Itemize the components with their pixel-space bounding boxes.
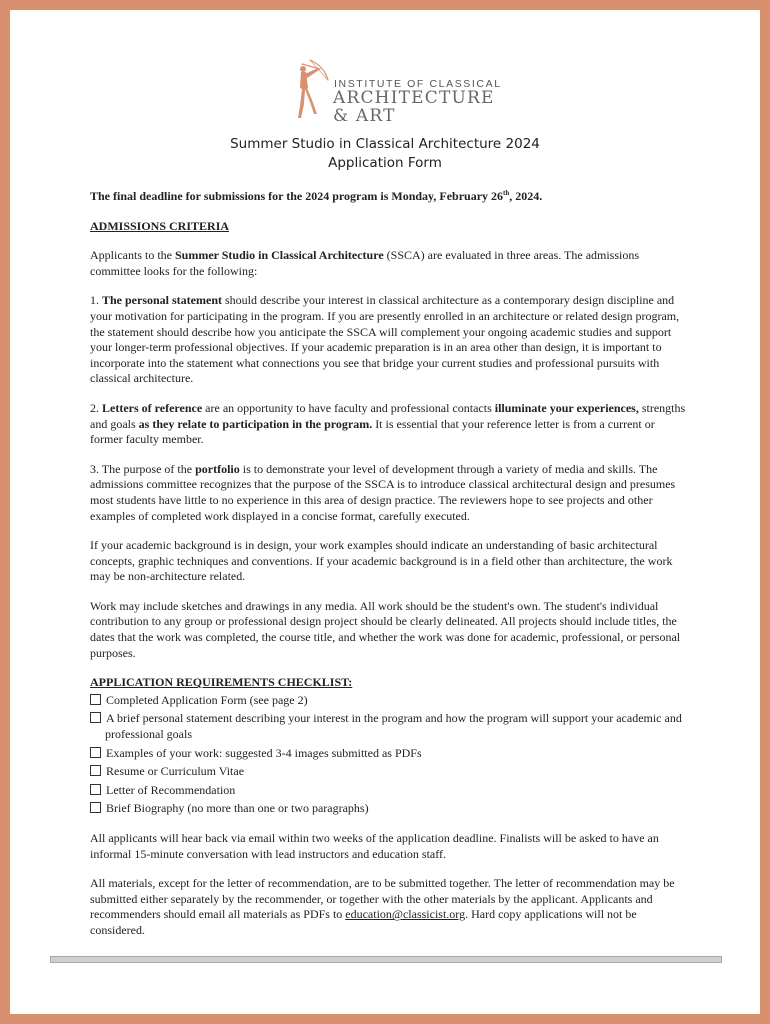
checklist-item-label: A brief personal statement describing your interest in the program and how the program will support your academic and professional goals [105,711,682,742]
checklist-heading: APPLICATION REQUIREMENTS CHECKLIST: [90,675,353,690]
letters-text-2: strengths and goals [90,400,686,431]
checkbox-icon[interactable] [90,712,101,723]
checklist-item [90,801,690,817]
logo-line-institute: INSTITUTE OF CLASSICAL [334,78,502,90]
work-media-paragraph: Work may include sketches and drawings in any media. All work should be the student's own. The student's individual contribution to any group or professional design project should be clearly delineated. All projects should include titles, the dates that the work was completed, the course title, and whether the work was done for academic, professional, or personal purposes. [90,598,681,660]
submission-text-b: . Hard copy applications will not be considered. [90,907,637,937]
intro-text-b: (SSCA) are evaluated in three areas. The admissions committee looks for the following: [90,248,640,278]
academic-background-paragraph: If your academic background is in design, your work examples should indicate an understanding of basic architectural concepts, graphic techniques and conventions. If your academic background is in a field other than architecture, the work may be non-architecture related. [90,538,673,584]
criteria-portfolio [90,462,690,524]
checklist-item-label: Completed Application Form (see page 2) [106,692,308,707]
deadline-year: , 2024. [509,189,543,203]
portfolio-text-b: is to demonstrate your level of development through a variety of media and skills. The admissions committee recognizes that the purpose of the SSCA is to introduce classical architectural design and presumes most students have little to no experience in this area of design practice. The reviewers hope to see projects and other examples of completed work displayed in a concise format, carefully executed. [90,461,676,523]
letters-text-1: are an opportunity to have faculty and professional contacts [202,400,495,415]
intro-text-a: Applicants to the [90,248,175,263]
footer-divider [50,956,722,963]
criteria-letters [90,401,690,448]
checkbox-icon[interactable] [90,765,101,776]
personal-statement-term: The personal statement [102,293,222,308]
checklist-item-label: Brief Biography (no more than one or two paragraphs) [106,801,369,816]
criteria-personal-statement [90,293,690,387]
document-page [10,10,760,1014]
archer-figure-icon [290,54,334,126]
submission-text-a: All materials, except for the letter of recommendation, are to be submitted together. The letter of recommendation may be submitted either separately by the recommender, or together with the other materials by the applicant. Applicants and recommenders should email all materials as PDFs to [90,876,675,922]
criteria-number-1: 1. [90,293,102,308]
checkbox-icon[interactable] [90,694,101,705]
checklist-item [90,783,690,799]
document-subtitle: Application Form [328,155,442,171]
checklist-item [90,764,690,780]
portfolio-text-a: 3. The purpose of the [90,461,196,476]
personal-statement-text: should describe your interest in classical architecture as a contemporary design discipline and your motivation for participating in the program. If you are presently enrolled in an architecture or related design program, the statement should describe how you anticipate the SSCA will complement your ongoing academic studies and support your longer-term professional objectives. If your academic preparation is in an area other than design, it is important to incorporate into the statement what connections you see that bridge your current studies and professional pursuits with classical architecture. [90,293,680,386]
deadline-sup: th [503,189,510,197]
requirements-checklist [90,693,690,817]
deadline-notice [90,186,690,205]
criteria-number-2: 2. [90,400,102,415]
checkbox-icon[interactable] [90,784,101,795]
checkbox-icon[interactable] [90,747,101,758]
education-email-link[interactable]: education@classicist.org [345,907,466,922]
checklist-item-label: Letter of Recommendation [106,782,236,797]
checklist-item-label: Resume or Curriculum Vitae [106,764,245,779]
letters-bold-2: illuminate your experiences, [494,400,639,415]
letters-bold-3: as they relate to participation in the program. [138,416,373,431]
checklist-item [90,693,690,709]
intro-program-name: Summer Studio in Classical Architecture [174,248,384,263]
institute-logo [290,54,510,126]
notification-paragraph: All applicants will hear back via email within two weeks of the application deadline. Finalists will be asked to have an informal 15-minute conversation with lead instructors and education staff. [90,831,659,861]
document-body [90,186,690,953]
portfolio-term: portfolio [195,461,240,476]
checklist-item [90,746,690,762]
letters-text-3: It is essential that your reference letter is from a current or former faculty member. [90,416,655,447]
logo-line-architecture: ARCHITECTURE [333,88,495,108]
checklist-item [90,711,690,742]
logo-line-art: & ART [333,106,396,126]
submission-paragraph [90,876,690,938]
checklist-item-label: Examples of your work: suggested 3-4 images submitted as PDFs [106,745,422,760]
admissions-heading: ADMISSIONS CRITERIA [90,218,230,233]
letters-term: Letters of reference [102,400,203,415]
admissions-intro [90,248,690,279]
document-title: Summer Studio in Classical Architecture 2024 [230,136,540,152]
deadline-text: The final deadline for submissions for the 2024 program is Monday, February 26 [90,189,504,203]
checkbox-icon[interactable] [90,802,101,813]
